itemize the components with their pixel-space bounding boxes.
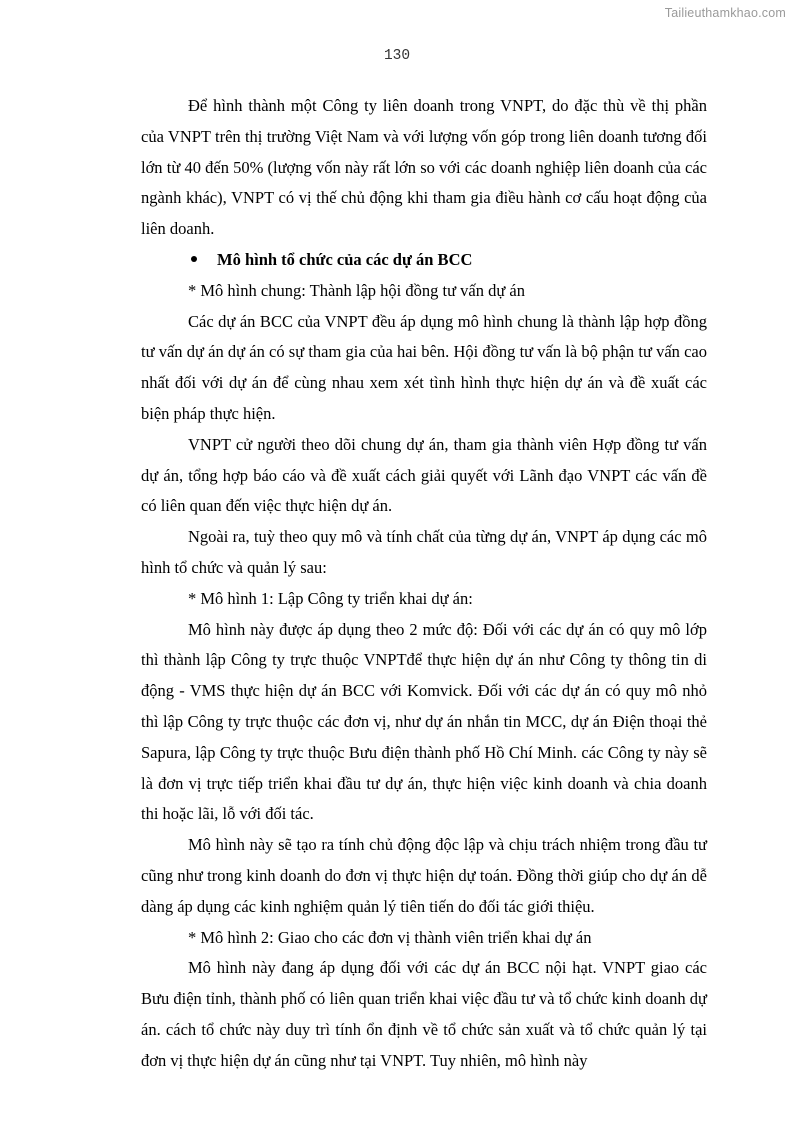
paragraph-model-1-detail: Mô hình này được áp dụng theo 2 mức độ: Đối với các dự án có quy mô lớp thì thành lập Công ty trực thuộc VNPTđể thực hiện dự án như Công ty thông tin di động - VMS thực hiện dự án BCC với Komvick. Đối với các dự án có quy mô nhỏ thì lập Công ty trực thuộc các đơn vị, như dự án nhắn tin MCC, dự án Điện thoại thẻ Sapura, lập Công ty trực thuộc Bưu điện thành phố Hồ Chí Minh. các Công ty này sẽ là đơn vị trực tiếp triển khai đầu tư dự án, thực hiện việc kinh doanh và chia doanh thi hoặc lãi, lỗ với đối tác.: [141, 619, 707, 824]
subheading-model-1: * Mô hình 1: Lập Công ty triển khai dự án:: [188, 588, 473, 608]
paragraph-intro: Để hình thành một Công ty liên doanh trong VNPT, do đặc thù về thị phần của VNPT trên thị trường Việt Nam và với lượng vốn góp trong liên doanh tương đối lớn từ 40 đến 50% (lượng vốn này rất lớn so với các doanh nghiệp liên doanh của các ngành khác), VNPT có vị thế chủ động khi tham gia điều hành cơ cấu hoạt động của liên doanh.: [141, 96, 707, 239]
paragraph-bcc-model: Các dự án BCC của VNPT đều áp dụng mô hình chung là thành lập hợp đồng tư vấn dự án dự án có sự tham gia của hai bên. Hội đồng tư vấn là bộ phận tư vấn cao nhất đối với dự án để cùng nhau xem xét tình hình thực hiện dự án và đề xuất các biện pháp thực hiện.: [141, 311, 707, 423]
bullet-icon: [191, 256, 197, 262]
watermark: Tailieuthamkhao.com: [664, 6, 786, 20]
subheading-model-2: * Mô hình 2: Giao cho các đơn vị thành viên triển khai dự án: [188, 927, 592, 947]
paragraph-model-2-detail: Mô hình này đang áp dụng đối với các dự án BCC nội hạt. VNPT giao các Bưu điện tỉnh, thành phố có liên quan triển khai việc đầu tư và tổ chức kinh doanh dự án. cách tổ chức này duy trì tính ổn định về tổ chức sản xuất và tổ chức quản lý tại đơn vị thực hiện dự án cũng như tại VNPT. Tuy nhiên, mô hình này: [141, 958, 707, 1070]
section-heading-bcc: [141, 245, 707, 276]
document-body: [141, 91, 707, 1077]
paragraph-vnpt-role: VNPT cử người theo dõi chung dự án, tham gia thành viên Hợp đồng tư vấn dự án, tổng hợp báo cáo và đề xuất cách giải quyết với Lãnh đạo VNPT các vấn đề có liên quan đến việc thực hiện dự án.: [141, 434, 707, 516]
paragraph-other-models: Ngoài ra, tuỳ theo quy mô và tính chất của từng dự án, VNPT áp dụng các mô hình tổ chức và quản lý sau:: [141, 527, 707, 577]
page-number: 130: [383, 48, 411, 64]
section-heading-text: Mô hình tổ chức của các dự án BCC: [217, 249, 473, 269]
paragraph-model-1-benefits: Mô hình này sẽ tạo ra tính chủ động độc lập và chịu trách nhiệm trong đầu tư cũng như trong kinh doanh do đơn vị thực hiện dự toán. Đồng thời giúp cho dự án dễ dàng áp dụng các kinh nghiệm quản lý tiên tiến do đối tác giới thiệu.: [141, 835, 707, 916]
subheading-general-model: * Mô hình chung: Thành lập hội đồng tư vấn dự án: [188, 280, 526, 300]
